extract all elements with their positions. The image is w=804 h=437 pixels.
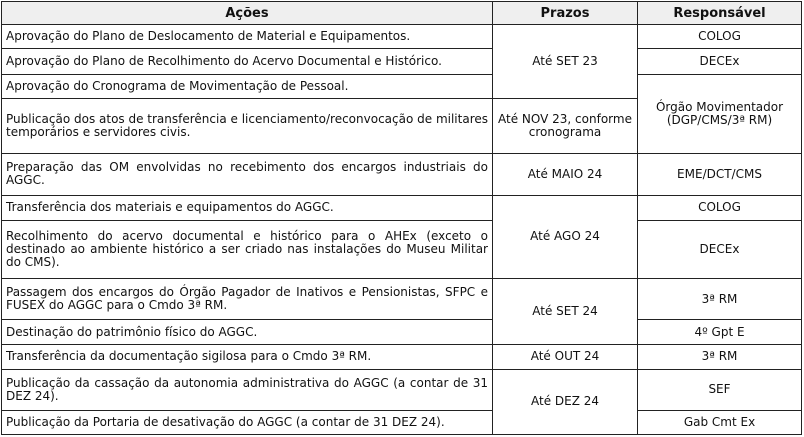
responsavel-cell: EME/DCT/CMS [638, 153, 802, 195]
responsavel-cell: DECEx [638, 49, 802, 74]
responsavel-cell: COLOG [638, 25, 802, 49]
action-cell: Publicação da cassação da autonomia administrativa do AGGC (a contar de 31 DEZ 24). [2, 369, 493, 410]
responsavel-cell: Gab Cmt Ex [638, 410, 802, 434]
table-row [2, 195, 802, 220]
action-cell: Transferência dos materiais e equipamentos do AGGC. [2, 195, 493, 220]
table-row [2, 278, 802, 319]
table-row [2, 25, 802, 49]
action-cell: Destinação do patrimônio físico do AGGC. [2, 320, 493, 345]
prazo-cell: Até DEZ 24 [493, 369, 638, 434]
responsavel-cell: Órgão Movimentador (DGP/CMS/3ª RM) [638, 74, 802, 153]
table-row [2, 410, 802, 434]
table-row [2, 320, 802, 345]
responsavel-cell: 4º Gpt E [638, 320, 802, 345]
prazo-cell: Até SET 24 [493, 278, 638, 344]
action-cell: Publicação dos atos de transferência e licenciamento/reconvocação de militares temporários e servidores civis. [2, 98, 493, 153]
action-cell: Transferência da documentação sigilosa para o Cmdo 3ª RM. [2, 345, 493, 369]
responsavel-cell: 3ª RM [638, 278, 802, 319]
action-cell: Aprovação do Plano de Recolhimento do Acervo Documental e Histórico. [2, 49, 493, 74]
prazo-cell: Até MAIO 24 [493, 153, 638, 195]
action-cell: Aprovação do Cronograma de Movimentação de Pessoal. [2, 74, 493, 98]
action-cell: Publicação da Portaria de desativação do AGGC (a contar de 31 DEZ 24). [2, 410, 493, 434]
table-row [2, 369, 802, 410]
responsavel-cell: DECEx [638, 220, 802, 278]
action-cell: Recolhimento do acervo documental e histórico para o AHEx (exceto o destinado ao ambiente histórico a ser criado nas instalações do Museu Militar do CMS). [2, 220, 493, 278]
prazo-cell: Até OUT 24 [493, 345, 638, 369]
responsavel-cell: COLOG [638, 195, 802, 220]
prazo-cell: Até NOV 23, conforme cronograma [493, 98, 638, 153]
table-row [2, 220, 802, 278]
action-cell: Aprovação do Plano de Deslocamento de Material e Equipamentos. [2, 25, 493, 49]
header-acoes: Ações [2, 2, 493, 25]
prazo-cell: Até SET 23 [493, 25, 638, 99]
action-cell: Preparação das OM envolvidas no recebimento dos encargos industriais do AGGC. [2, 153, 493, 195]
table-row [2, 345, 802, 369]
actions-table [1, 1, 802, 435]
header-row [2, 2, 802, 25]
responsavel-cell: 3ª RM [638, 345, 802, 369]
responsavel-cell: SEF [638, 369, 802, 410]
table-row [2, 74, 802, 98]
table-row [2, 153, 802, 195]
header-prazos: Prazos [493, 2, 638, 25]
table-row [2, 49, 802, 74]
prazo-cell: Até AGO 24 [493, 195, 638, 278]
header-responsavel: Responsável [638, 2, 802, 25]
action-cell: Passagem dos encargos do Órgão Pagador de Inativos e Pensionistas, SFPC e FUSEX do AGGC para o Cmdo 3ª RM. [2, 278, 493, 319]
